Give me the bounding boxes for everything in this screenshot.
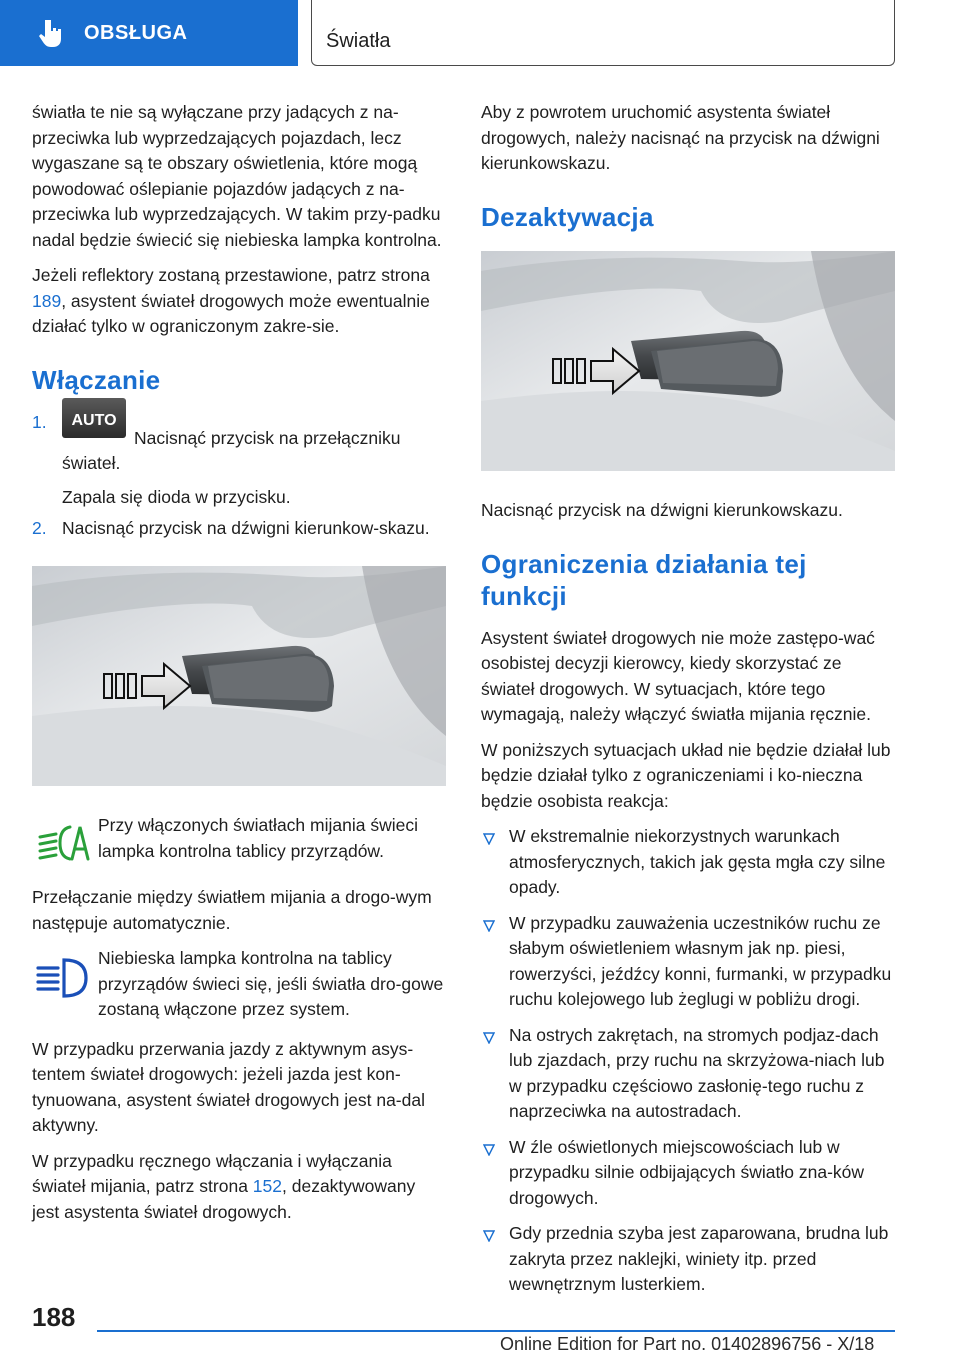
step-number: 2. [32,518,47,538]
page-number: 188 [32,1302,76,1332]
paragraph: Przełączanie między światłem mijania a drogo-wym następuje automatycznie. [32,887,432,933]
footer-edition: Online Edition for Part no. 01402896756 - X/18 [500,1334,875,1354]
low-beam-auto-indicator-icon [34,821,90,869]
turn-signal-lever-figure [481,251,895,471]
triangle-bullet-icon [483,1230,495,1242]
step-2 [32,516,446,542]
section-title: Światła [326,30,391,52]
section-heading-dezaktywacja: Dezaktywacja [481,201,654,232]
paragraph: światła te nie są wyłączane przy jadących z na-przeciwka lub wyprzedzających pojazdach, lecz wygaszane są te obszary oświetlenia, które mogą powodować oślepianie pojazdów jadących z na-przeciwka lub wyprzedzających. W takim przy-padku nadal będzie świecić się niebieska lampka kontrolna. [32,102,442,250]
step-1 [32,410,446,511]
turn-signal-lever-figure [32,566,446,786]
list-item: W ekstremalnie niekorzystnych warunkach atmosferycznych, takich jak gęsta mgła czy silne opady. [481,824,895,901]
note-text: Niebieska lampka kontrolna na tablicy przyrządów świeci się, jeśli światła dro-gowe zostaną włączone przez system. [98,948,444,1019]
footer-divider [97,1330,895,1332]
high-beam-indicator-icon [34,954,90,1002]
list-item: Gdy przednia szyba jest zaparowana, brudna lub zakryta przez naklejki, winiety itp. przed wewnętrznym lusterkiem. [481,1221,895,1298]
triangle-bullet-icon [483,833,495,845]
auto-button-icon: AUTO [62,398,126,438]
triangle-bullet-icon [483,920,495,932]
section-heading-ograniczenia: Ograniczenia działania tej funkcji [481,548,807,611]
hand-pointer-icon [38,18,64,48]
triangle-bullet-icon [483,1144,495,1156]
chapter-label: OBSŁUGA [84,21,188,44]
page-link[interactable]: 152 [252,1176,282,1196]
step-subtext: Zapala się dioda w przycisku. [62,486,291,507]
paragraph: W przypadku przerwania jazdy z aktywnym asys-tentem świateł drogowych: jeżeli jazda jest kon-tynuowana, asystent świateł drogowych jest na-dal aktywny. [32,1038,425,1135]
section-heading-wlaczanie: Włączanie [32,364,161,395]
indicator-note-low-beam [32,813,446,871]
section-title-box [311,0,895,66]
paragraph: Aby z powrotem uruchomić asystenta świateł drogowych, należy nacisnąć na przycisk na dźwigni kierunkowskazu. [481,102,880,173]
paragraph: W poniższych sytuacjach układ nie będzie działał lub będzie działał tylko z ograniczeniami i ko-nieczna będzie osobista reakcja: [481,739,891,811]
note-text: Przy włączonych światłach mijania świeci lampka kontrolna tablicy przyrządów. [98,815,418,861]
left-column [32,100,446,1235]
paragraph: Jeżeli reflektory zostaną przestawione, patrz strona 189, asystent świateł drogowych może ewentualnie działać tylko w ograniczonym zakre-sie. [32,265,430,336]
list-item: Na ostrych zakrętach, na stromych podjaz-dach lub zjazdach, przy ruchu na skrzyżowa-niach lub w przypadku częściowo zasłonię-tego ruchu z naprzeciwka na autostradach. [481,1023,895,1125]
limitations-list [481,824,895,1298]
triangle-bullet-icon [483,1032,495,1044]
paragraph: Asystent świateł drogowych nie może zastępo-wać osobistej decyzji kierowcy, kiedy skorzystać ze świateł drogowych. W sytuacjach, które tego wymagają, należy włączyć światła mijania ręcznie. [481,627,875,724]
list-item: W źle oświetlonych miejscowościach lub w przypadku silnie odbijających światło zna-ków drogowych. [481,1135,895,1212]
right-column [481,100,895,1308]
figure-caption: Nacisnąć przycisk na dźwigni kierunkowskazu. [481,500,843,520]
step-text: Nacisnąć przycisk na przełączniku świateł. [62,427,401,473]
step-text: Nacisnąć przycisk na dźwigni kierunkow-skazu. [62,518,430,538]
paragraph: W przypadku ręcznego włączania i wyłączania świateł mijania, patrz strona 152, dezaktywowany jest asystenta świateł drogowych. [32,1150,416,1222]
page-link[interactable]: 189 [32,290,62,311]
list-item: W przypadku zauważenia uczestników ruchu ze słabym oświetleniem własnym jak np. piesi, rowerzyści, jeźdźcy konni, furmanki, w przypadku ruchu kolejowego lub żeglugi w pobliżu drogi. [481,911,895,1013]
step-number: 1. [32,411,47,432]
indicator-note-high-beam [32,946,446,1023]
chapter-tab[interactable] [0,0,298,66]
